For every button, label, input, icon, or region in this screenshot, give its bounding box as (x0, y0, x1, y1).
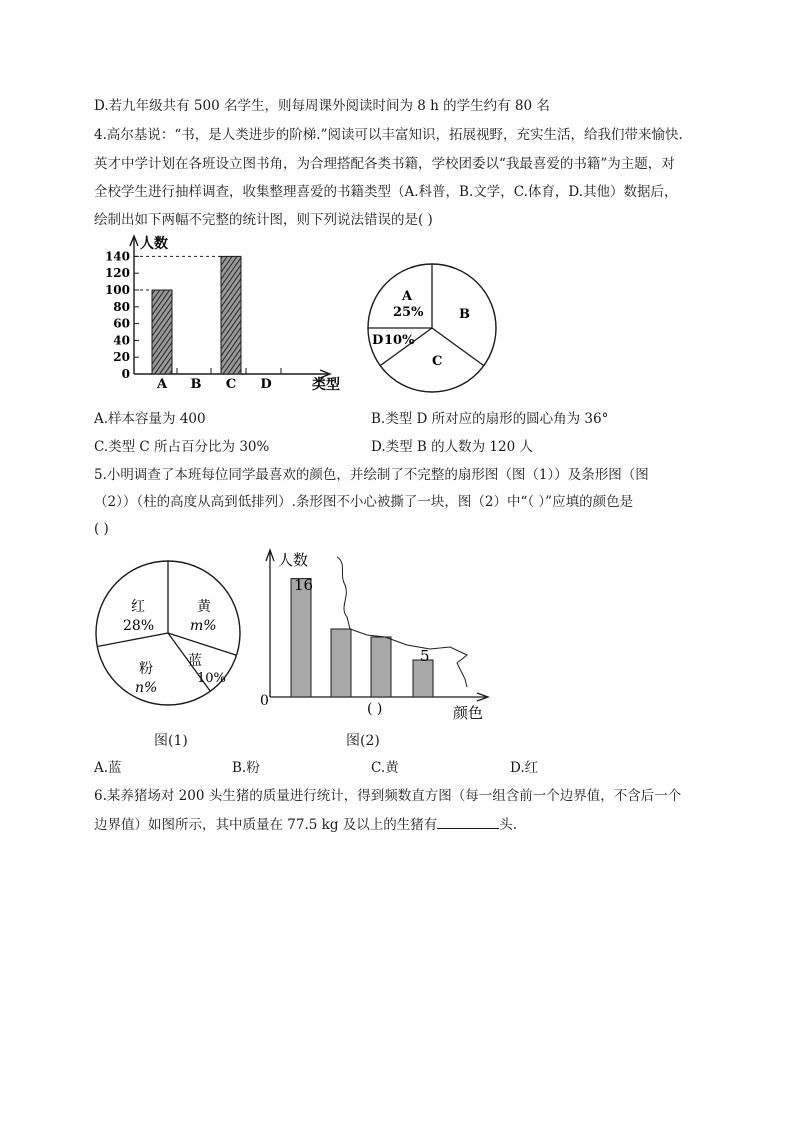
q4-pie-label-d: D (372, 333, 384, 348)
q4-x-categories (156, 368, 281, 392)
q5-fig1-caption: 图(1) (154, 733, 188, 749)
q5-option-a[interactable]: A.蓝 (94, 760, 122, 776)
q6-stem-text-before: 边界值）如图所示，其中质量在 77.5 kg 及以上的生猪有 (94, 817, 438, 833)
q5-bar-1-value: 16 (294, 576, 314, 594)
q4-stem-line-4: 绘制出如下两幅不完整的统计图，则下列说法错误的是( ) (94, 212, 433, 228)
q5-pie-label-red: 红 (131, 599, 145, 615)
q4-y-tick-label: 0 (121, 367, 130, 381)
q5-fig2-caption: 图(2) (346, 733, 380, 749)
q4-pie-value-a: 25% (393, 305, 424, 320)
q4-category-label: B (190, 377, 202, 392)
q4-option-d[interactable]: D.类型 B 的人数为 120 人 (371, 439, 533, 455)
q4-y-tick-label: 140 (104, 249, 130, 264)
q5-bars (291, 579, 433, 697)
q4-y-tick-label: 60 (113, 316, 130, 331)
q5-stem-line-3: ( ) (94, 521, 109, 537)
q5-stem-line-2: （2））（柱的高度从高到低排列）.条形图不小心被撕了一块，图（2）中“（ ）”应填的颜色是 (94, 494, 634, 510)
q4-bar-chart (100, 228, 360, 398)
q4-y-tick-label: 120 (104, 266, 130, 281)
q4-y-tick-label: 80 (113, 299, 130, 314)
q6-stem-line-2 (94, 814, 517, 835)
q5-bar (413, 660, 433, 697)
q4-bars (134, 256, 241, 374)
q4-pie-value-d: 10% (384, 333, 415, 348)
q4-category-label: D (260, 377, 272, 392)
q4-y-tick-label: 40 (113, 333, 130, 348)
q4-y-tick-label: 100 (104, 283, 130, 297)
q5-bar-4-value: 5 (420, 647, 430, 665)
q4-option-b[interactable]: B.类型 D 所对应的扇形的圆心角为 36° (371, 411, 609, 427)
q5-blank-label: ( ) (367, 701, 383, 717)
q5-option-b[interactable]: B.粉 (232, 760, 260, 776)
q5-pie-value-blue: 10% (197, 671, 226, 686)
q5-bar (291, 579, 311, 697)
q4-category-label: C (225, 377, 237, 392)
q5-y-axis-label: 人数 (278, 551, 309, 569)
q6-stem-line-1: 6.某养猪场对 200 头生猪的质量进行统计，得到频数直方图（每一组含前一个边界值，不含后一个 (94, 788, 682, 804)
q5-bar (331, 629, 351, 697)
q5-pie-chart (93, 558, 243, 708)
q4-option-c[interactable]: C.类型 C 所占百分比为 30% (94, 439, 270, 455)
q4-stem-line-2: 英才中学计划在各班设立图书角，为合理搭配各类书籍，学校团委以“我最喜爱的书籍”为主题，对 (94, 156, 675, 172)
q5-x-axis-label: 颜色 (453, 704, 484, 722)
q5-pie-value-red: 28% (123, 618, 155, 634)
q5-bar (371, 637, 391, 697)
q4-y-axis-label: 人数 (140, 236, 168, 252)
q4-pie-slices (368, 264, 496, 392)
q5-torn-edge (337, 557, 467, 687)
q5-pie-label-blue: 蓝 (188, 653, 202, 669)
q5-option-d[interactable]: D.红 (510, 760, 539, 776)
q4-stem-line-1: 4.高尔基说：“书，是人类进步的阶梯.”阅读可以丰富知识，拓展视野，充实生活，给我们带来愉快. (94, 127, 683, 143)
q5-option-c[interactable]: C.黄 (371, 760, 399, 776)
q5-pie-value-pink: n% (135, 680, 158, 696)
q4-x-axis-label: 类型 (312, 377, 340, 393)
q5-pie-label-yellow: 黄 (197, 599, 211, 615)
q3-option-d: D.若九年级共有 500 名学生，则每周课外阅读时间为 8 h 的学生约有 80 名 (94, 98, 550, 114)
q4-y-tick-label: 20 (113, 350, 130, 365)
q4-stem-line-3: 全校学生进行抽样调查，收集整理喜爱的书籍类型（A.科普，B.文学，C.体育，D.其他）数据后， (94, 184, 678, 200)
q5-bar-chart (255, 545, 495, 725)
q6-answer-blank[interactable] (437, 814, 499, 829)
q4-bar (152, 290, 172, 374)
q4-pie-label-a: A (402, 289, 413, 304)
q5-origin-label: 0 (260, 693, 269, 709)
q4-bar (221, 256, 241, 374)
q4-pie-label-c: C (432, 354, 443, 369)
q4-option-a[interactable]: A.样本容量为 400 (94, 411, 206, 427)
q4-pie-chart (362, 258, 502, 398)
q5-stem-line-1: 5.小明调查了本班每位同学最喜欢的颜色，并绘制了不完整的扇形图（图（1））及条形图（图 (94, 467, 649, 483)
q6-stem-text-after: 头. (499, 817, 518, 833)
q5-pie-value-yellow: m% (190, 618, 217, 634)
q5-pie-label-pink: 粉 (139, 661, 153, 677)
q4-pie-label-b: B (459, 307, 470, 322)
q4-category-label: A (156, 377, 168, 392)
